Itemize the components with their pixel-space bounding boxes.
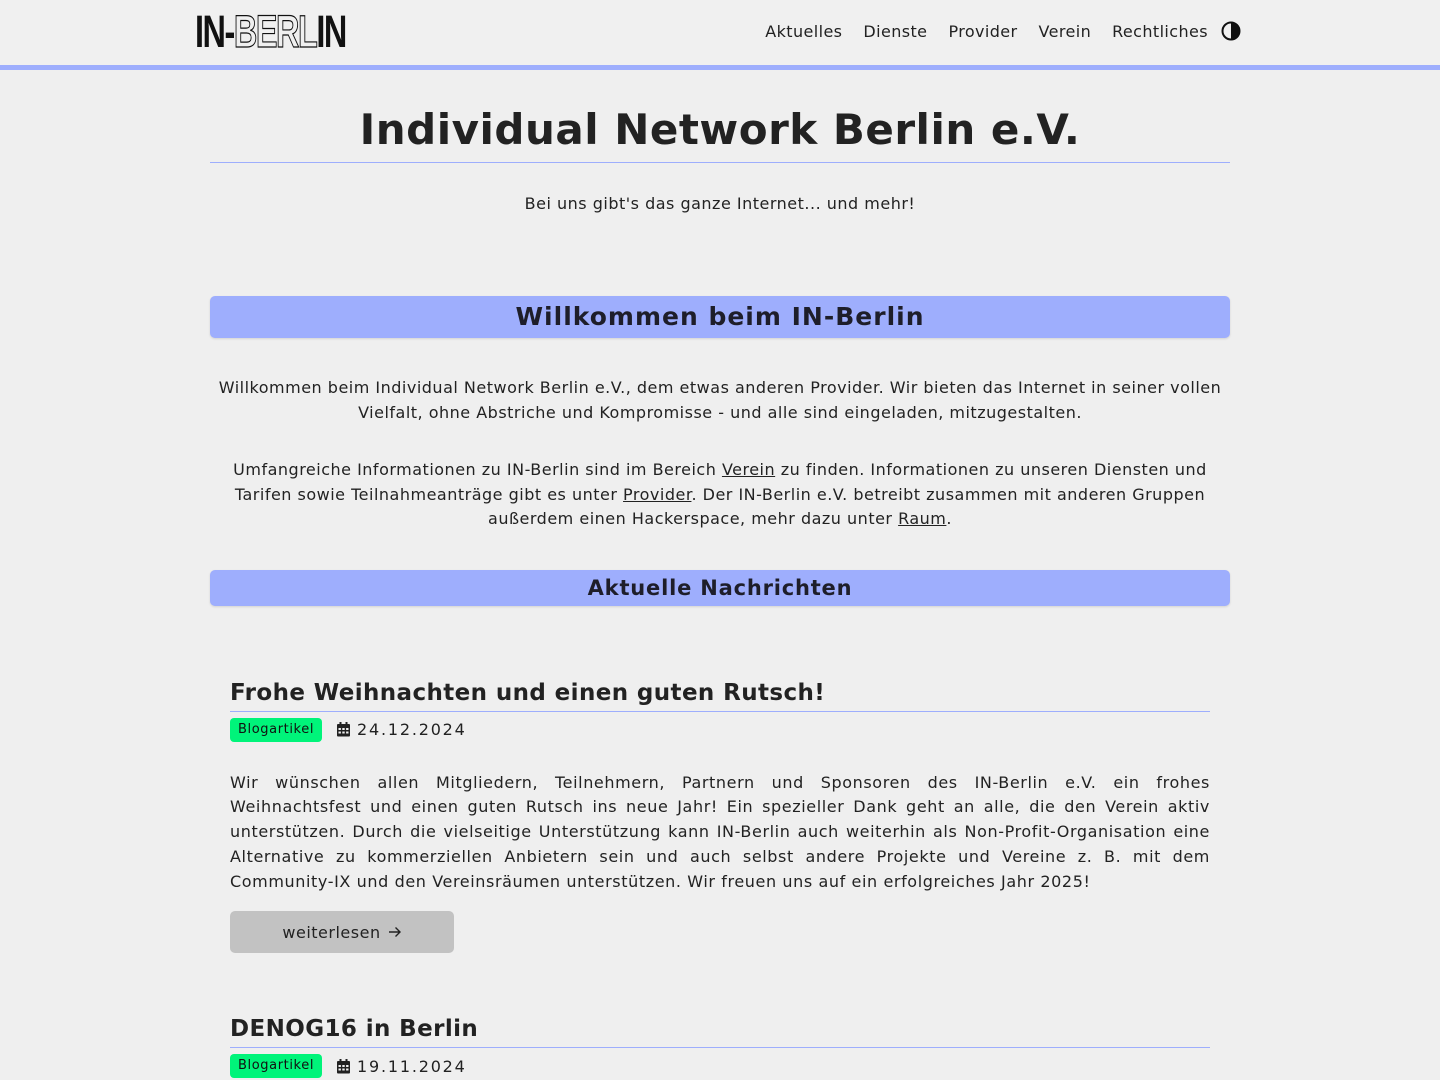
intro-paragraph: Willkommen beim Individual Network Berlin e.V., dem etwas anderen Provider. Wir bieten das Internet in seiner vollen Vielfalt, ohne Abstriche und Kompromisse - und alle sind eingeladen, mitzugestalten.: [218, 378, 1222, 422]
category-badge[interactable]: Blogartikel: [230, 718, 322, 742]
logo-text-berl: BERL: [233, 6, 317, 57]
nav-link-rechtliches[interactable]: Rechtliches: [1112, 22, 1208, 41]
main-content: [210, 70, 1230, 1078]
article-date: 24.12.2024: [357, 720, 467, 739]
news-article: [230, 1014, 1210, 1078]
main-nav: [765, 20, 1241, 44]
info-text-1: Umfangreiche Informationen zu IN-Berlin sind im Bereich: [233, 460, 722, 479]
info-text-3: . Der IN-Berlin e.V. betreibt zusammen mit anderen Gruppen außerdem einen Hackerspace, mehr dazu unter: [488, 484, 1206, 528]
category-badge[interactable]: Blogartikel: [230, 1054, 322, 1078]
nav-link-verein[interactable]: Verein: [1038, 22, 1092, 41]
article-title[interactable]: Frohe Weihnachten und einen guten Rutsch!: [230, 678, 1210, 712]
article-title[interactable]: DENOG16 in Berlin: [230, 1014, 1210, 1048]
link-raum[interactable]: Raum: [898, 509, 947, 528]
logo-text-in: IN-: [195, 6, 234, 57]
logo-text-in-end: IN: [316, 6, 346, 57]
news-article: [230, 678, 1210, 954]
info-text-2: zu finden. Informationen zu unseren Diensten und Tarifen sowie Teilnahmeanträge gibt es unter: [234, 460, 1207, 504]
nav-link-provider[interactable]: Provider: [948, 22, 1018, 41]
arrow-right-icon: [388, 926, 402, 938]
calendar-icon: [336, 722, 351, 737]
article-date: 19.11.2024: [357, 1056, 467, 1076]
article-meta: [230, 1054, 1210, 1078]
news-heading: Aktuelle Nachrichten: [210, 570, 1230, 606]
contrast-icon[interactable]: [1221, 21, 1241, 41]
article-meta: [230, 718, 1210, 742]
info-paragraph: [210, 458, 1230, 532]
link-verein[interactable]: Verein: [721, 460, 776, 479]
calendar-icon: [336, 1059, 351, 1074]
nav-link-dienste[interactable]: Dienste: [863, 22, 928, 41]
page-title: Individual Network Berlin e.V.: [210, 104, 1230, 163]
nav-link-aktuelles[interactable]: Aktuelles: [765, 22, 843, 41]
read-more-button[interactable]: [230, 911, 454, 953]
tagline: Bei uns gibt's das ganze Internet... und mehr!: [524, 194, 916, 213]
link-provider[interactable]: Provider: [623, 484, 692, 504]
welcome-heading: Willkommen beim IN-Berlin: [210, 296, 1230, 338]
read-more-label: weiterlesen: [282, 922, 381, 942]
site-logo[interactable]: [195, 6, 346, 57]
site-header: [0, 0, 1440, 70]
article-excerpt: Wir wünschen allen Mitgliedern, Teilnehmern, Partnern und Sponsoren des IN-Berlin e.V. ein frohes Weihnachtsfest und einen guten Rutsch ins neue Jahr! Ein spezieller Dank geht an alle, die den Verein aktiv unterstützen. Durch die vielseitige Unterstützung kann IN-Berlin auch weiterhin als Non-Profit-Organisation eine Alternative zu kommerziellen Anbietern sein und auch selbst andere Projekte und Vereine z. B. mit dem Community-IX und den Vereinsräumen unterstützen. Wir freuen uns auf ein erfolgreiches Jahr 2025!: [230, 772, 1210, 891]
info-text-4: .: [946, 509, 952, 528]
